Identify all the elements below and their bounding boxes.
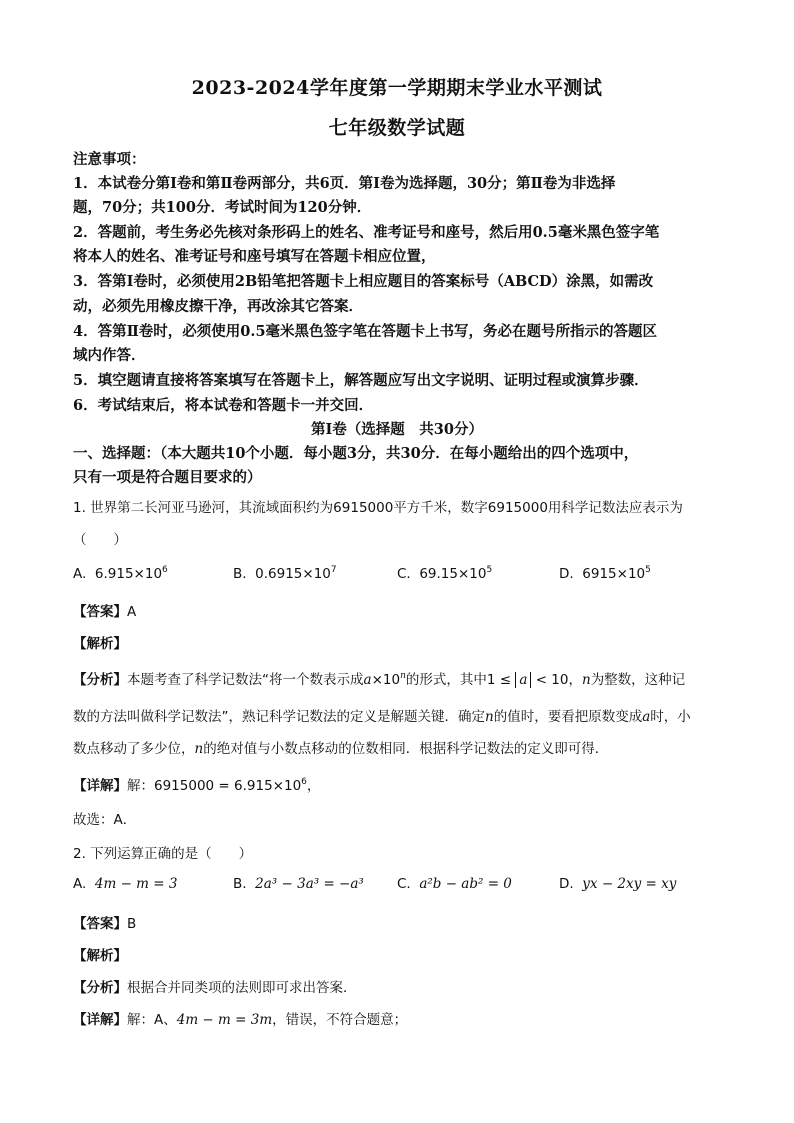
q2-analysis-tag: 【解析】 xyxy=(73,948,127,964)
notice-line: 3．答第Ⅰ卷时，必须使用2B铅笔把答题卡上相应题目的答案标号（ABCD）涂黑，如需改 xyxy=(73,273,654,290)
notice-line: 题，70分；共100分．考试时间为120分钟． xyxy=(73,199,372,216)
q1-option-d: D. $6915\times 10^5$ xyxy=(559,565,651,582)
q1-answer: 【答案】A xyxy=(73,604,137,620)
q1-fenxi-line: 数点移动了多少位，n的绝对值与小数点移动的位数相同．根据科学记数法的定义即可得． xyxy=(73,741,609,757)
q2-answer: 【答案】B xyxy=(73,916,137,932)
q2-option-d: D. yx − 2xy = xy xyxy=(559,876,677,892)
q2-option-b: B. 2a³ − 3a³ = −a³ xyxy=(233,876,364,892)
notice-line: 1．本试卷分第Ⅰ卷和第Ⅱ卷两部分，共6页．第Ⅰ卷为选择题，30分；第Ⅱ卷为非选择 xyxy=(73,175,616,192)
q1-option-b: B. $0.6915\times 10^7$ xyxy=(233,565,337,582)
notice-line: 4．答第Ⅱ卷时，必须使用0.5毫米黑色签字笔在答题卡上书写，务必在题号所指示的答题区 xyxy=(73,323,658,340)
q2-option-c: C. a²b − ab² = 0 xyxy=(397,876,512,892)
q1-fenxi-line: 数的方法叫做科学记数法”，熟记科学记数法的定义是解题关键．确定n的值时，要看把原数变成a时，小 xyxy=(73,709,691,725)
q1-stem: 1. 世界第二长河亚马逊河，其流域面积约为6915000平方千米，数字6915000用科学记数法应表示为 xyxy=(73,500,683,516)
q1-fenxi-line: 【分析】本题考查了科学记数法“将一个数表示成$a\times 10^n$的形式，其中1 ≤ a < 10，n为整数，这种记 xyxy=(73,671,686,688)
q1-analysis-tag: 【解析】 xyxy=(73,636,127,652)
section-heading: 只有一项是符合题目要求的） xyxy=(73,469,262,486)
notice-line: 域内作答． xyxy=(73,347,146,364)
notice-heading: 注意事项： xyxy=(73,151,146,168)
notice-line: 5．填空题请直接将答案填写在答题卡上，解答题应写出文字说明、证明过程或演算步骤． xyxy=(73,372,649,389)
q2-fenxi: 【分析】根据合并同类项的法则即可求出答案． xyxy=(73,980,357,996)
notice-line: 2．答题前，考生务必先核对条形码上的姓名、准考证号和座号，然后用0.5毫米黑色签字笔 xyxy=(73,224,660,241)
q1-option-a: A. $6.915\times 10^6$ xyxy=(73,565,168,582)
section-heading: 一、选择题：（本大题共10个小题．每小题3分，共30分．在每小题给出的四个选项中， xyxy=(73,445,639,462)
q1-paren: （ ） xyxy=(73,532,127,548)
q1-choose: 故选：A． xyxy=(73,812,137,828)
q1-option-c: C. $69.15\times 10^5$ xyxy=(397,565,493,582)
exam-subtitle: 七年级数学试题 xyxy=(328,117,466,139)
q1-detail: 【详解】解：$6915000 = 6.915\times 10^6$， xyxy=(73,777,321,794)
exam-title: 2023-2024学年度第一学期期末学业水平测试 xyxy=(191,77,603,99)
notice-line: 动，必须先用橡皮擦干净，再改涂其它答案． xyxy=(73,298,363,315)
part1-heading: 第Ⅰ卷（选择题 共30分） xyxy=(311,421,483,438)
notice-line: 6．考试结束后，将本试卷和答题卡一并交回． xyxy=(73,397,374,414)
q2-stem: 2. 下列运算正确的是（ ） xyxy=(73,846,253,862)
q2-detail: 【详解】解：A、4m − m = 3m，错误，不符合题意； xyxy=(73,1012,408,1028)
notice-line: 将本人的姓名、准考证号和座号填写在答题卡相应位置， xyxy=(73,248,436,265)
q2-option-a: A. 4m − m = 3 xyxy=(73,876,178,892)
